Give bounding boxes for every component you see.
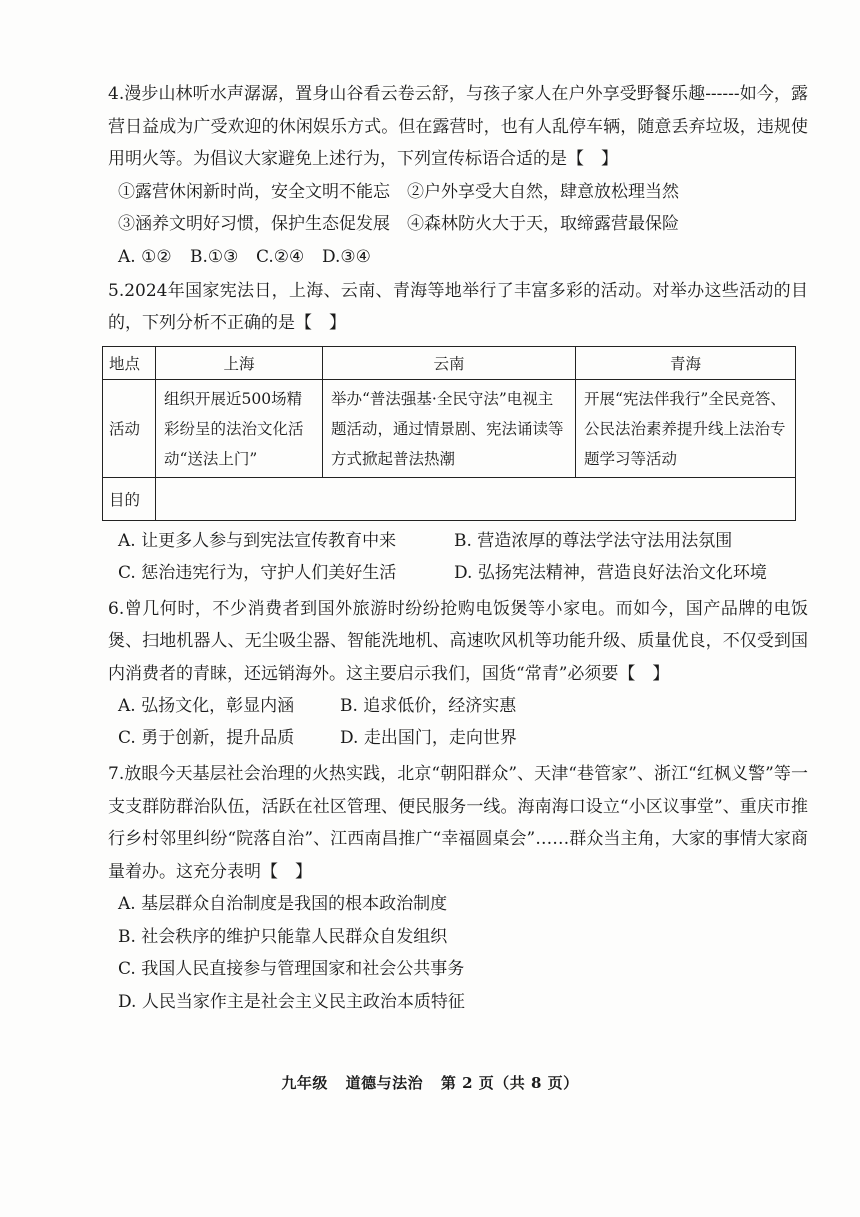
question-5-options-row-2: [118, 557, 808, 589]
question-6: [108, 593, 808, 755]
question-6-stem: 6.曾几何时，不少消费者到国外旅游时纷纷抢购电饭煲等小家电。而如今，国产品牌的电饭煲、扫地机器人、无尘吸尘器、智能洗地机、高速吹风机等功能升级、质量优良，不仅受到国内消费者的青睐，还远销海外。这主要启示我们，国货“常青”必须要【 】: [108, 598, 808, 684]
question-4-item-line-1: ①露营休闲新时尚，安全文明不能忘 ②户外享受大自然，肆意放松理当然: [118, 181, 679, 202]
question-5-stem: 5.2024年国家宪法日，上海、云南、青海等地举行了丰富多彩的活动。对举办这些活动的目的，下列分析不正确的是【 】: [108, 280, 808, 333]
option-a[interactable]: A. ①②: [118, 246, 172, 267]
footer-subject: 道德与法治: [345, 1074, 424, 1092]
table-cell-yunnan-activity: 举办“普法强基·全民守法”电视主题活动，通过情景剧、宪法诵读等方式掀起普法热潮: [323, 379, 576, 477]
footer-page-number: 第 2 页（共 8 页）: [440, 1074, 579, 1092]
option-d[interactable]: D. 弘扬宪法精神，营造良好法治文化环境: [454, 562, 767, 583]
option-d[interactable]: D. 人民当家作主是社会主义民主政治本质特征: [118, 991, 465, 1012]
question-4-item-line-2: ③涵养文明好习惯，保护生态促发展 ④森林防火大于天，取缔露营最保险: [118, 214, 679, 234]
option-a[interactable]: A. 基层群众自治制度是我国的根本政治制度: [118, 894, 448, 914]
option-b[interactable]: B. 社会秩序的维护只能靠人民群众自发组织: [118, 926, 448, 947]
footer-grade: 九年级: [281, 1074, 328, 1092]
option-b[interactable]: B. 营造浓厚的尊法学法守法用法氛围: [454, 530, 733, 551]
table-cell-goal: [156, 477, 796, 520]
question-5-options-row-1: [118, 525, 808, 557]
table-header-yunnan: 云南: [323, 346, 576, 379]
option-c[interactable]: C. 我国人民直接参与管理国家和社会公共事务: [118, 959, 465, 979]
option-b[interactable]: B. 追求低价，经济实惠: [340, 696, 517, 716]
question-4-stem: 4.漫步山林听水声潺潺，置身山谷看云卷云舒，与孩子家人在户外享受野餐乐趣------如今，露营日益成为广受欢迎的休闲娱乐方式。但在露营时，也有人乱停车辆，随意丢弃垃圾，违规使用明火等。为倡议大家避免上述行为，下列宣传标语合适的是【 】: [108, 84, 808, 169]
question-7-stem: 7.放眼今天基层社会治理的火热实践，北京“朝阳群众”、天津“巷管家”、浙江“红枫义警”等一支支群防群治队伍，活跃在社区管理、便民服务一线。海南海口设立“小区议事堂”、重庆市推行乡村邻里纠纷“院落自治”、江西南昌推广“幸福圆桌会”……群众当主角，大家的事情大家商量着办。这充分表明【 】: [108, 764, 808, 882]
table-row-activity: [103, 379, 796, 477]
option-b[interactable]: B.①③: [190, 246, 239, 267]
option-c[interactable]: C.②④: [256, 246, 305, 267]
page-content: [108, 78, 808, 1018]
option-a[interactable]: A. 弘扬文化，彰显内涵: [118, 696, 295, 716]
table-header-shanghai: 上海: [156, 346, 323, 379]
table-cell-shanghai-activity: 组织开展近500场精彩纷呈的法治文化活动“送法上门”: [156, 379, 323, 477]
table-label-goal: 目的: [103, 477, 156, 520]
question-4: [108, 78, 808, 273]
table-label-activity: 活动: [103, 379, 156, 477]
table-cell-qinghai-activity: 开展“宪法伴我行”全民竞答、公民法治素养提升线上法治专题学习等活动: [576, 379, 796, 477]
table-row-goal: [103, 477, 796, 520]
question-4-options: [118, 241, 808, 273]
table-header-qinghai: 青海: [576, 346, 796, 379]
option-d[interactable]: D. 走出国门，走向世界: [340, 728, 517, 748]
question-7: [108, 758, 808, 1018]
table-header-row: [103, 346, 796, 379]
option-a[interactable]: A. 让更多人参与到宪法宣传教育中来: [118, 530, 397, 551]
option-c[interactable]: C. 勇于创新，提升品质: [118, 728, 295, 748]
page-footer: [0, 1072, 860, 1093]
option-c[interactable]: C. 惩治违宪行为，守护人们美好生活: [118, 562, 397, 583]
question-5: [108, 275, 808, 589]
table-header-location: 地点: [103, 346, 156, 379]
activity-table: [102, 346, 796, 521]
option-d[interactable]: D.③④: [322, 246, 371, 267]
question-6-options-row-2: [118, 722, 808, 754]
question-6-options-row-1: [118, 690, 808, 722]
